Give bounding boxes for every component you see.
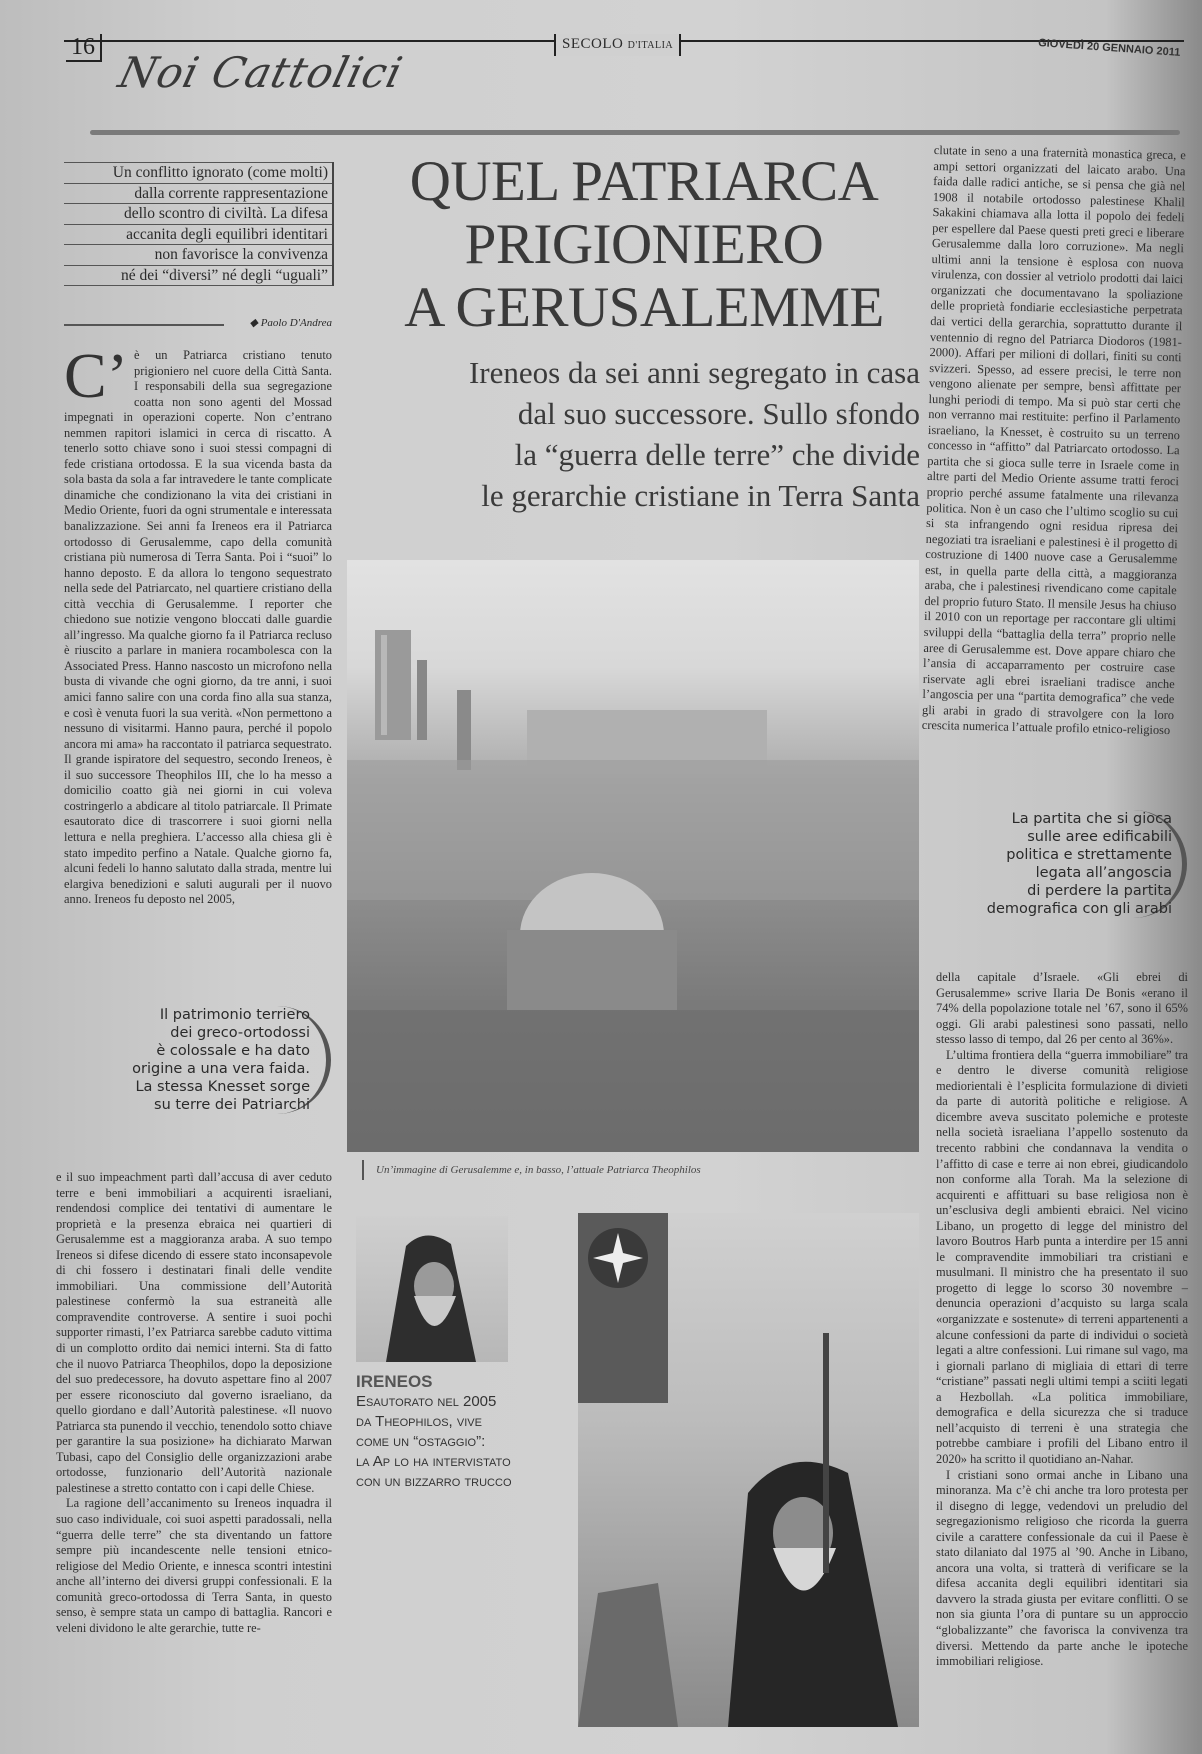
- drop-cap: C’: [64, 348, 128, 411]
- deck-line: le gerarchie cristiane in Terra Santa: [481, 478, 920, 513]
- deck-line: Ireneos da sei anni segregato in casa: [468, 355, 920, 390]
- pullquote-line: di perdere la partita: [1027, 883, 1172, 899]
- ireneos-name: IRENEOS: [356, 1372, 433, 1391]
- pullquote-line: demografica con gli arabi: [986, 901, 1172, 917]
- article-paragraph: L’ultima frontiera della “guerra immobiliare” tra e dentro le diverse comunità religiose mediorientali è l’esplicita formulazione di divieti da parte di autorità politiche e religiose. A dicembre aveva suscitato polemiche e proteste nella società israeliana l’appello sostenuto da trecento rabbini che condannava la vendita o l’affitto di case e terre ai non ebrei, giudicandolo non conforme alla Torah. Ma la selezione di acquirenti e affittuari su base religiosa non è un’esclusiva degli ambienti ebraici. Nel vicino Libano, un progetto di legge del ministro del lavoro Boutros Harb punta a interdire per 15 anni le compravendite immobiliari tra cristiani e musulmani. Il ministro che ha presentato il suo progetto di legge lo scorso 30 novembre – denuncia operazioni d’acquisto su larga scala «organizzate e sostenute» di terreni appartenenti a alcune confessioni da parte di individui o società legati a altre confessioni. Lui rimane sul vago, ma i giornali parlano di migliaia di ettari di terre “cristiane” passati negli ultimi tempi a sciiti legati a Hezbollah. «La politica immobiliare, demografica e della sicurezza che si traduce nell’acquisto di terreni è una strategia che potrebbe cambiare i profili del Libano entro il 2020» ha scritto il quotidiano an-Nahar.: [936, 1047, 1188, 1466]
- deck-line: dal suo successore. Sullo sfondo: [517, 396, 920, 431]
- subhead-line: dalla corrente rappresentazione: [64, 184, 332, 205]
- article-column-left-2: [56, 1170, 332, 1726]
- headline-line: PRIGIONIERO: [464, 213, 824, 276]
- deck: [352, 352, 920, 516]
- article-paragraph: della capitale d’Israele. «Gli ebrei di Gerusalemme» scrive Ilaria De Bonis «erano il 74% della popolazione totale nel ’67, sono il 65% oggi. Gli arabi palestinesi sono passati, nello stesso lasso di tempo, dal 26 per cento al 36%».: [936, 970, 1188, 1047]
- article-column-right-1: [920, 143, 1186, 810]
- jerusalem-photo: [347, 560, 919, 1152]
- ireneos-photo: [356, 1216, 508, 1362]
- ireneos-desc-line: da Theophilos, vive: [356, 1413, 482, 1430]
- subhead-line: dello scontro di civiltà. La difesa: [64, 204, 332, 225]
- subhead-line: non favorisce la convivenza: [64, 245, 332, 266]
- article-paragraph: I cristiani sono ormai anche in Libano una minoranza. Ma c’è chi anche tra loro protesta per il disegno di legge, vedendovi un preludio del segregazionismo religioso che ricorda la guerra civile a carattere confessionale da cui il Paese è stato dilaniato dal 1975 al ’90. Anche in Libano, ancora una volta, si tratterà di verificare se la difesa accanita degli equilibri identitari sia davvero la strada giusta per evitare conflitti. O se non sia giunta l’ora di puntare su un approccio “globalizzante” che favorisca la convivenza tra diversi. Mettendo da parte anche le ipoteche immobiliari religiose.: [936, 1467, 1188, 1669]
- pullquote-right: [982, 810, 1187, 918]
- masthead-suffix: D'ITALIA: [627, 40, 674, 51]
- pullquote-line: Il patrimonio terriero: [159, 1007, 310, 1023]
- pullquote-line: sulle aree edificabili: [1027, 829, 1172, 845]
- pullquote-left: [110, 1006, 331, 1114]
- pullquote-line: La stessa Knesset sorge: [135, 1079, 310, 1095]
- jerusalem-skyline-image: [347, 560, 919, 1152]
- author-name: Paolo D'Andrea: [260, 317, 332, 329]
- photo-caption: Un’immagine di Gerusalemme e, in basso, l’attuale Patriarca Theophilos: [362, 1160, 936, 1180]
- ireneos-info-box: [356, 1372, 536, 1492]
- subhead-line: accanita degli equilibri identitari: [64, 225, 332, 246]
- headline-line: QUEL PATRIARCA: [409, 150, 879, 213]
- subhead-line: né dei “diversi” né degli “uguali”: [64, 266, 332, 287]
- subhead-line: Un conflitto ignorato (come molti): [64, 162, 332, 184]
- subhead-box: [64, 162, 334, 286]
- ireneos-desc-line: Esautorato nel 2005: [356, 1393, 497, 1410]
- issue-date: GIOVEDÌ 20 GENNAIO 2011: [1037, 37, 1181, 59]
- article-paragraph: clutate in seno a una fraternità monastica greca, e ampi settori organizzati del laicato arabo. Una faida dalle radici antiche, se si pensa che già nel 1908 il notabile ortodosso palestinese Khalil Sakakini chiamava alla lotta il popolo dei fedeli per espellere dal Paese questi preti greci e liberare Gerusalemme dalla loro corruzione». Ma negli ultimi anni la tensione è esplosa con nuova virulenza, con dossier al vetriolo prodotti dai laici organizzati che documentavano la spoliazione delle proprietà fondiarie ecclesiastiche perpetrata dai vertici della gerarchia, soprattutto durante il ventennio di regno del Patriarca Diodoros (1981-2000). Affari per milioni di dollari, finiti su conti svizzeri. Spesso, ad essere precisi, le terre non vengono alienate per sempre, bensì affittate per lunghi periodi di tempo. Ma si può star certi che non verranno mai restituite: perfino il Parlamento israeliano, la Knesset, è costruito su un terreno concesso in “affitto” dal Patriarcato ortodosso. La partita che si gioca sulle terre in Israele come in altre parti del Medio Oriente assume tratti feroci proprio perché assume fatalmente una rilevanza politica. Non è un caso che l’ultimo scoglio su cui si sta infrangendo ogni residua ripresa dei negoziati tra israeliani e palestinesi è il progetto di costruzione di 1400 nuove case a Gerusalemme est, in quella parte della città, a maggioranza araba, che i palestinesi rivendicano come capitale del proprio futuro Stato. Il mensile Jesus ha chiuso il 2010 con un reportage per raccontare gli ultimi sviluppi della “battaglia della terra” proprio nelle aree di Gerusalemme est. Dove appare chiaro che l’ansia di accaparramento per costruire case riservate agli ebrei israeliani tradisce anche l’angoscia per una “partita demografica” che vede gli arabi in grado di stravolgere con la loro crescita numerica l’attuale profilo etnico-religioso: [921, 143, 1186, 738]
- pullquote-line: legata all’angoscia: [1035, 865, 1172, 881]
- article-paragraph: e il suo impeachment partì dall’accusa di aver ceduto terre e beni immobiliari a acquirenti israeliani, rendendosi complice dei tentativi di aumentare le proprietà e la presenza ebraica nei quartieri di Gerusalemme est a maggioranza araba. A suo tempo Ireneos si difese dicendo di essere stato inconsapevole di chi fossero i destinatari finali delle vendite immobiliari. Una commissione dell’Autorità palestinese confermò la sua estraneità alle compravendite controverse. A sentire i suoi pochi supporter rimasti, l’ex Patriarca sarebbe caduto vittima di un complotto ordito dai nemici interni. Sta di fatto che il nuovo Patriarca Theophilos, dopo la deposizione del suo predecessore, ha dovuto aspettare fino al 2007 per essere riconosciuto dal governo israeliano, da quello giordano e dall’Autorità palestinese. «Il nuovo Patriarca sta punendo il vecchio, tenendolo sotto chiave per garantire la sua posizione» ha dichiarato Marwan Tubasi, capo del Consiglio delle organizzazioni arabe ortodosse, funzionario dell’Autorità nazionale palestinese a stretto contatto con i capi delle Chiese.: [56, 1170, 332, 1495]
- ireneos-desc-line: la Ap lo ha intervistato: [356, 1453, 511, 1470]
- masthead: [554, 34, 681, 56]
- pullquote-line: politica e strettamente: [1006, 847, 1172, 863]
- pullquote-line: è colossale e ha dato: [156, 1043, 310, 1059]
- ireneos-desc-line: come un “ostaggio”:: [356, 1433, 486, 1450]
- deck-line: la “guerra delle terre” che divide: [514, 437, 920, 472]
- byline: ◆ Paolo D'Andrea: [64, 316, 332, 329]
- headline-line: A GERUSALEMME: [404, 276, 884, 339]
- masthead-name: SECOLO: [562, 36, 624, 52]
- ireneos-desc-line: con un bizzarro trucco: [356, 1473, 512, 1490]
- pullquote-line: dei greco-ortodossi: [170, 1025, 310, 1041]
- section-title: Noi Cattolici: [113, 48, 408, 97]
- headline: [369, 150, 919, 339]
- page-number: 16: [66, 34, 102, 62]
- article-column-left-1: [64, 348, 332, 976]
- ireneos-portrait-image: [356, 1216, 508, 1362]
- pullquote-line: origine a una vera faida.: [132, 1061, 310, 1077]
- article-paragraph: La ragione dell’accanimento su Ireneos inquadra il suo caso individuale, coi suoi aspetti paradossali, nella “guerra delle terre” che sta diventando un fattore sempre più incandescente nelle tensioni etnico-religiose del Medio Oriente, e innesca scontri intestini anche all’interno dei diversi gruppi confessionali. E la comunità greco-ortodossa di Terra Santa, in questo senso, è sempre stata un campo di battaglia. Rancori e veleni dividono le alte gerarchie, tutte re-: [56, 1496, 332, 1635]
- section-rule: [90, 130, 1180, 135]
- pullquote-line: La partita che si gioca: [1011, 811, 1172, 827]
- theophilos-procession-image: [578, 1213, 919, 1727]
- theophilos-photo: [578, 1213, 919, 1727]
- pullquote-line: su terre dei Patriarchi: [154, 1097, 310, 1113]
- article-paragraph: è un Patriarca cristiano tenuto prigioniero nel cuore della Città Santa. I responsabili della sua segregazione coatta non sono agenti del Mossad impegnati in operazioni coperte. Non c’entrano nemmen rapitori islamici in cerca di riscatto. A tenerlo sotto chiave sono i suoi stessi compagni di fede cristiana ortodossa. E la sua vicenda basta da sola basta da sola a far intravedere le tante complicate dinamiche che condizionano la vita dei cristiani in Medio Oriente, fuori da ogni strumentale e interessata banalizzazione. Sei anni fa Ireneos era il Patriarca ortodosso di Gerusalemme, capo della comunità cristiana più numerosa di Terra Santa. Poi i “suoi” lo hanno deposto. E da allora lo tengono sequestrato nella sede del Patriarcato, nel quartiere cristiano della città vecchia di Gerusalemme. I reporter che chiedono sue notizie vengono bloccati dalle guardie all’ingresso. Ma qualche giorno fa il Patriarca recluso è riuscito a parlare in maniera rocambolesca con la Associated Press. Hanno nascosto un microfono nella busta di vivande che ogni giorno, da tre anni, i suoi amici fanno salire con una corda fino alla sua stanza, e così è venuta fuori la sua verità. «Non permettono a nessuno di visitarmi. Hanno paura, perché il popolo ancora mi ama» ha raccontato il patriarca sequestrato. Il grande ispiratore del sequestro, secondo Ireneos, è il suo successore Theophilos III, che lo ha messo a domicilio coatto già nei giorni in cui voleva costringerlo a abdicare al titolo patriarcale. Il Primate esautorato dice di trascorrere i suoi giorni nella lettura e nella preghiera. L’accesso alla chiesa gli è stato impedito perfino a Natale. Qualche giorno fa, alcuni fedeli lo hanno salutato dalla strada, mentre lui elargiva benedizioni e saluti augurali per il nuovo anno. Ireneos fu deposto nel 2005,: [64, 348, 332, 907]
- article-column-right-2: [936, 970, 1188, 1725]
